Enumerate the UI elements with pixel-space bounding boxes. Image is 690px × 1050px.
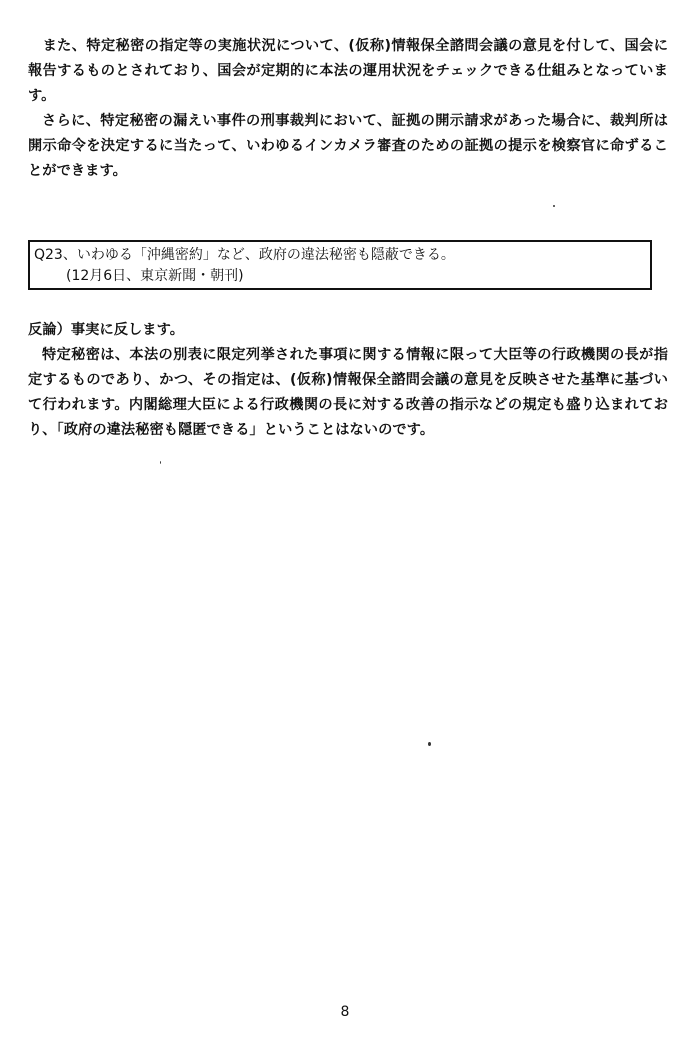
page-number: 8	[340, 1004, 350, 1020]
paragraph-in-camera-review: さらに、特定秘密の漏えい事件の刑事裁判において、証拠の開示請求があった場合に、裁判所は開示命令を決定するに当たって、いわゆるインカメラ審査のための証拠の提示を検察官に命ずることができます。	[28, 113, 668, 179]
paragraph-rebuttal: 特定秘密は、本法の別表に限定列挙された事項に関する情報に限って大臣等の行政機関の長が指定するものであり、かつ、その指定は、(仮称)情報保全諮問会議の意見を反映させた基準に基づいて行われます。内閣総理大臣による行政機関の長に対する改善の指示などの規定も盛り込まれており、「政府の違法秘密も隠匿できる」ということはないのです。	[28, 347, 668, 438]
scan-speck	[160, 461, 161, 464]
scan-speck	[428, 742, 431, 746]
paragraph-report-to-diet: また、特定秘密の指定等の実施状況について、(仮称)情報保全諮問会議の意見を付して、国会に報告するものとされており、国会が定期的に本法の運用状況をチェックできる仕組みとなっています。	[28, 38, 668, 104]
scan-speck	[553, 205, 555, 207]
question-source: (12月6日、東京新聞・朝刊)	[66, 268, 244, 284]
answer-heading: 反論）事実に反します。	[28, 322, 185, 338]
question-box	[28, 240, 652, 290]
question-text: Q23、いわゆる「沖縄密約」など、政府の違法秘密も隠蔽できる。	[34, 247, 455, 263]
